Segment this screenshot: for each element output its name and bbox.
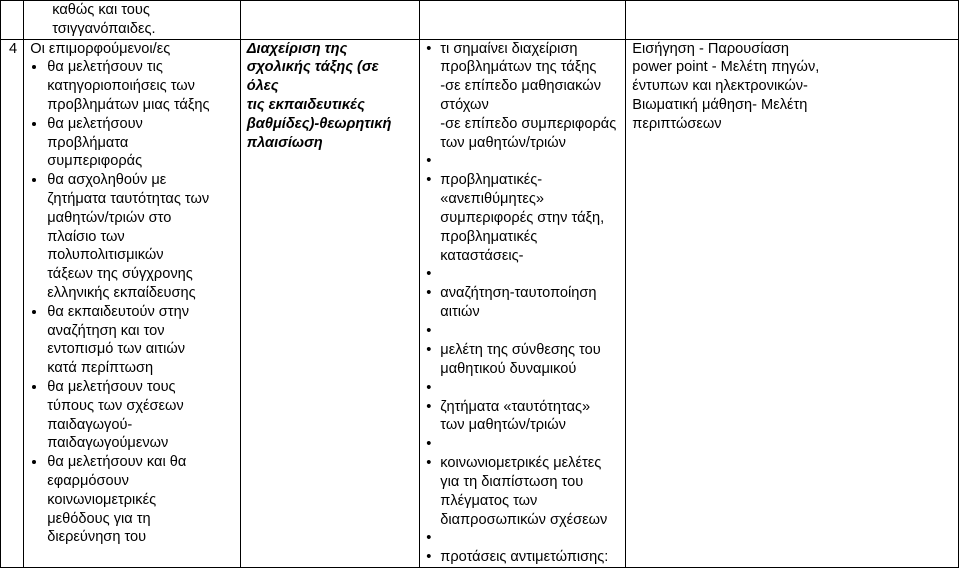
text-line: αιτιών [440, 304, 480, 321]
row-number: 4 [9, 40, 18, 57]
text-line: των μαθητών/τριών [440, 417, 566, 434]
text-line: για τη διαπίστωση του [440, 473, 584, 490]
list-item [47, 115, 234, 171]
objectives-list [30, 58, 234, 547]
list-item [47, 58, 234, 114]
module-title-line: Διαχείριση της [246, 40, 348, 57]
spacer [426, 379, 619, 398]
method-line: έντυπων και ηλεκτρονικών- [632, 78, 808, 95]
text-line: • αναζήτηση-ταυτοποίηση [440, 285, 597, 302]
cell-module-title [240, 39, 420, 568]
table-row-continuation [1, 1, 959, 40]
text-line: • θα ασχοληθούν με [47, 172, 167, 189]
list-item [47, 303, 234, 378]
list-item [426, 341, 619, 379]
text-line: καθώς και τους [52, 2, 150, 18]
cell-method-empty [626, 1, 959, 40]
text-line: • μελέτη της σύνθεσης του [440, 341, 601, 358]
cell-content [420, 39, 626, 568]
cell-content-empty [420, 1, 626, 40]
cell-number-empty [1, 1, 24, 40]
spacer [426, 435, 619, 454]
text-line: τύπους των σχέσεων [47, 397, 184, 414]
method-line: power point - Μελέτη πηγών, [632, 59, 820, 76]
text-line: • κοινωνιομετρικές μελέτες [440, 455, 602, 472]
list-item [47, 171, 234, 303]
text-line: διαπροσωπικών σχέσεων [440, 511, 608, 528]
method-line: Εισήγηση - Παρουσίαση [632, 40, 790, 57]
module-title-line: σχολικής τάξης (σε όλες [246, 59, 379, 95]
text-line: προβλημάτων της τάξης [440, 59, 597, 76]
text-line: προβλήματα [47, 134, 129, 151]
cell-number [1, 39, 24, 568]
text-line: • προτάσεις αντιμετώπισης: [440, 549, 609, 566]
text-line: • τι σημαίνει διαχείριση [440, 40, 578, 57]
text-line: -σε επίπεδο μαθησιακών [440, 78, 601, 95]
text-line: πλαίσιο των [47, 228, 125, 245]
list-item [426, 284, 619, 322]
cell-objectives-continuation [24, 1, 241, 40]
method-line: Βιωματική μάθηση- Μελέτη [632, 96, 808, 113]
list-item [426, 40, 619, 153]
module-title-line: τις εκπαιδευτικές [246, 96, 365, 113]
cell-methodology [626, 39, 959, 568]
text-line: εφαρμόσουν [47, 472, 129, 489]
module-title-line: βαθμίδες)-θεωρητική [246, 115, 392, 132]
text-line: ελληνικής εκπαίδευσης [47, 284, 196, 301]
list-item [47, 453, 234, 547]
text-line: τσιγγανόπαιδες. [52, 20, 156, 37]
cell-title-empty [240, 1, 420, 40]
list-item [426, 171, 619, 265]
text-line: κατηγοριοποιήσεις των [47, 78, 195, 95]
text-line: μαθητικού δυναμικού [440, 360, 577, 377]
text-line: ζητήματα ταυτότητας των [47, 190, 210, 207]
text-line: πολυπολιτισμικών [47, 247, 164, 264]
text-line: κατά περίπτωση [47, 360, 154, 377]
method-line: περιπτώσεων [632, 115, 722, 132]
text-line: αναζήτηση και τον [47, 322, 165, 339]
text-line: τάξεων της σύγχρονης [47, 266, 193, 283]
text-line: • θα μελετήσουν [47, 115, 143, 132]
text-line: • ζητήματα «ταυτότητας» [440, 398, 591, 415]
spacer [426, 152, 619, 171]
objectives-intro: Οι επιμορφούμενοι/ες [30, 40, 171, 57]
text-line: κοινωνιομετρικές [47, 491, 157, 508]
text-line: παιδαγωγού- [47, 416, 133, 433]
text-line: • θα εκπαιδευτούν στην [47, 303, 189, 320]
text-line: προβλημάτων μιας τάξης [47, 96, 210, 113]
text-line: στόχων [440, 96, 489, 113]
list-item [426, 454, 619, 529]
content-list [426, 40, 619, 568]
text-line: μαθητών/τριών στο [47, 209, 172, 226]
text-line: • θα μελετήσουν τις [47, 59, 163, 76]
text-line: συμπεριφορές στην τάξη, [440, 209, 605, 226]
text-line: «ανεπιθύμητες» [440, 191, 545, 208]
spacer [426, 322, 619, 341]
spacer [426, 265, 619, 284]
text-line: • προβληματικές- [440, 172, 543, 189]
text-line: • θα μελετήσουν τους [47, 378, 176, 395]
cell-objectives [24, 39, 241, 568]
text-line: προβληματικές καταστάσεις- [440, 228, 538, 264]
text-line: -σε επίπεδο συμπεριφοράς [440, 115, 617, 132]
list-item [426, 398, 619, 436]
text-line: πλέγματος των [440, 492, 538, 509]
list-item [426, 548, 619, 567]
text-line: διερεύνηση του [47, 529, 147, 546]
text-line: εντοπισμό των αιτιών [47, 341, 186, 358]
text-line: συμπεριφοράς [47, 153, 143, 170]
text-line: • θα μελετήσουν και θα [47, 454, 187, 471]
module-title-line: πλαισίωση [246, 134, 323, 151]
text-line: μεθόδους για τη [47, 510, 151, 527]
text-line: παιδαγωγούμενων [47, 435, 169, 452]
text-line: των μαθητών/τριών [440, 134, 566, 151]
spacer [426, 529, 619, 548]
table-row-4 [1, 39, 959, 568]
list-item [47, 378, 234, 453]
